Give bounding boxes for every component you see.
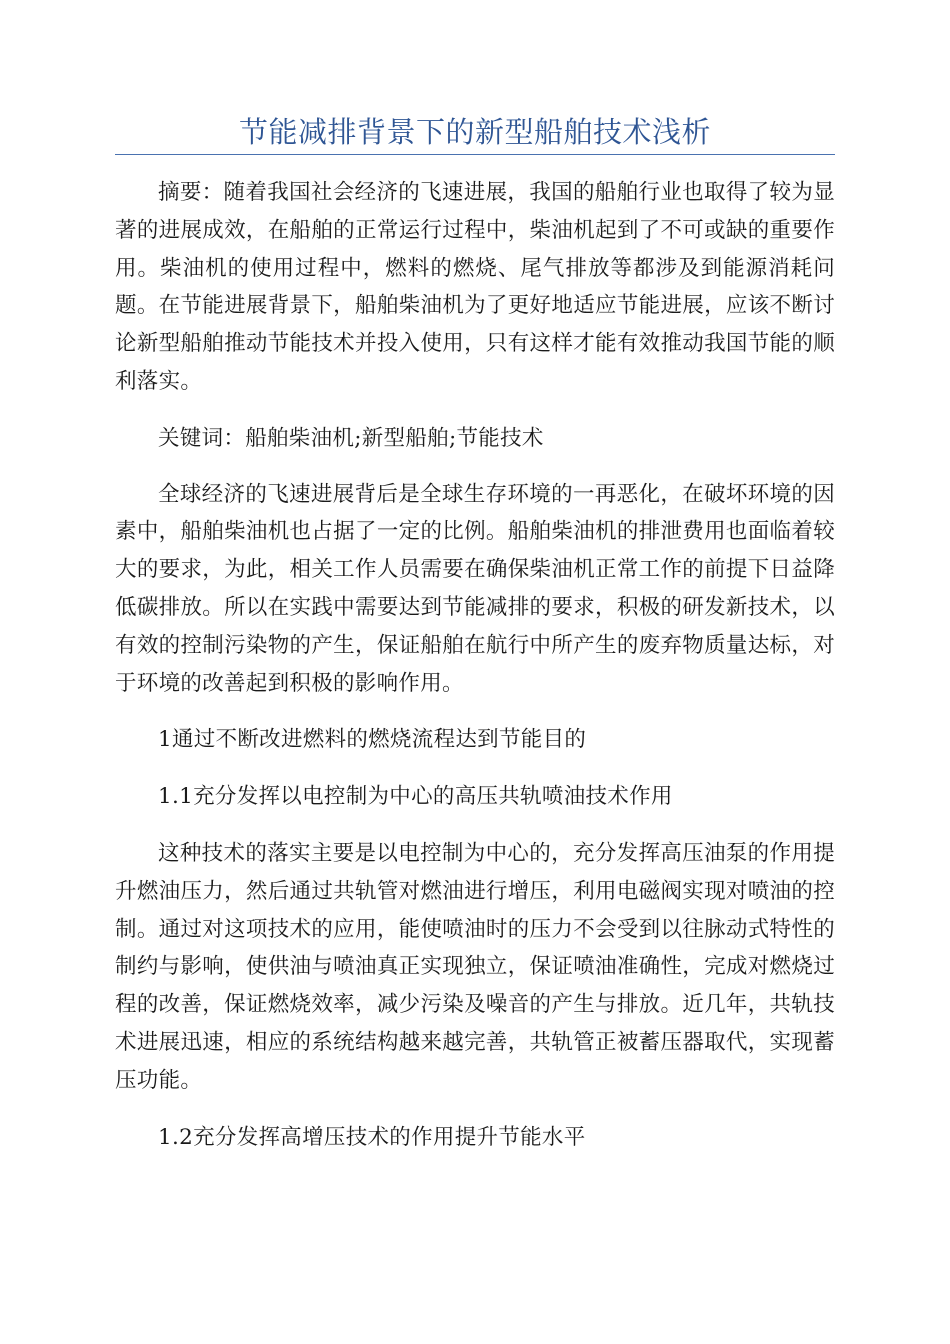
intro-paragraph: 全球经济的飞速进展背后是全球生存环境的一再恶化，在破坏环境的因素中，船舶柴油机也占据了一定的比例。船舶柴油机的排泄费用也面临着较大的要求，为此，相关工作人员需要在确保柴油机正常工作的前提下日益降低碳排放。所以在实践中需要达到节能减排的要求，积极的研发新技术，以有效的控制污染物的产生，保证船舶在航行中所产生的废弃物质量达标，对于环境的改善起到积极的影响作用。 (115, 481, 835, 696)
abstract-paragraph: 摘要：随着我国社会经济的飞速进展，我国的船舶行业也取得了较为显著的进展成效，在船舶的正常运行过程中，柴油机起到了不可或缺的重要作用。柴油机的使用过程中，燃料的燃烧、尾气排放等都涉及到能源消耗问题。在节能进展背景下，船舶柴油机为了更好地适应节能进展，应该不断讨论新型船舶推动节能技术并投入使用，只有这样才能有效推动我国节能的顺利落实。 (115, 180, 835, 394)
document-body (115, 174, 835, 1156)
section-heading-1-2: 1.2充分发挥高增压技术的作用提升节能水平 (158, 1124, 586, 1150)
title-underline-rule (115, 154, 835, 155)
document-title: 节能减排背景下的新型船舶技术浅析 (238, 115, 711, 149)
section-1-1-body-paragraph: 这种技术的落实主要是以电控制为中心的，充分发挥高压油泵的作用提升燃油压力，然后通过共轨管对燃油进行增压，利用电磁阀实现对喷油的控制。通过对这项技术的应用，能使喷油时的压力不会受到以往脉动式特性的制约与影响，使供油与喷油真正实现独立，保证喷油准确性，完成对燃烧过程的改善，保证燃烧效率，减少污染及噪音的产生与排放。近几年，共轨技术进展迅速，相应的系统结构越来越完善，共轨管正被蓄压器取代，实现蓄压功能。 (115, 840, 835, 1093)
section-heading-1-1: 1.1充分发挥以电控制为中心的高压共轨喷油技术作用 (158, 784, 673, 810)
section-heading-1: 1通过不断改进燃料的燃烧流程达到节能目的 (158, 727, 587, 753)
keywords-paragraph: 关键词：船舶柴油机;新型船舶;节能技术 (158, 425, 544, 451)
